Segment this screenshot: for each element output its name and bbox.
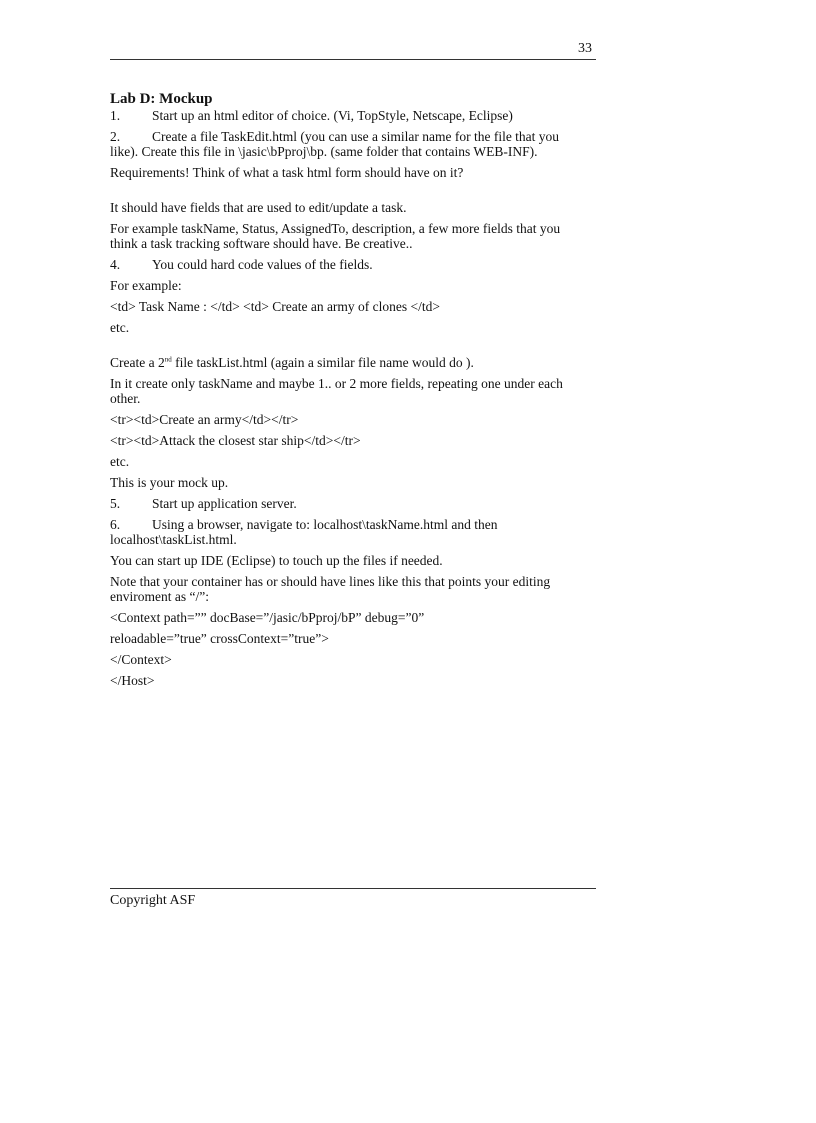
step-6: 6. Using a browser, navigate to: localhost\taskName.html and then localhost\taskList.html. <box>110 517 498 547</box>
step-5: 5. Start up application server. <box>110 496 297 511</box>
list-instructions: In it create only taskName and maybe 1.. or 2 more fields, repeating one under each other. <box>110 376 563 406</box>
ide-text: You can start up IDE (Eclipse) to touch up the files if needed. <box>110 553 443 568</box>
fields-example: For example taskName, Status, AssignedTo, description, a few more fields that you think a task tracking software should have. Be creative.. <box>110 221 561 251</box>
lab-content <box>110 90 596 694</box>
td-code-example: <td> Task Name : </td> <td> Create an army of clones </td> <box>110 299 441 314</box>
reloadable-code: reloadable=”true” crossContext=”true”> <box>110 631 329 646</box>
footer-rule <box>110 888 596 889</box>
etc-text-2: etc. <box>110 454 130 469</box>
container-note: Note that your container has or should have lines like this that points your editing enviroment as “/”: <box>110 574 551 604</box>
context-code: <Context path=”” docBase=”/jasic/bPproj/bP” debug=”0” <box>110 610 425 625</box>
close-host-code: </Host> <box>110 673 155 688</box>
step-4: 4. You could hard code values of the fields. <box>110 257 373 272</box>
requirements-text: Requirements! Think of what a task html form should have on it? <box>110 165 464 180</box>
fields-intro: It should have fields that are used to edit/update a task. <box>110 200 407 215</box>
page-number: 33 <box>578 41 592 56</box>
etc-text: etc. <box>110 320 130 335</box>
lab-title: Lab D: Mockup <box>110 91 213 107</box>
for-example-label: For example: <box>110 278 182 293</box>
close-context-code: </Context> <box>110 652 172 667</box>
tr-code-1: <tr><td>Create an army</td></tr> <box>110 412 299 427</box>
header-rule <box>110 59 596 60</box>
step-2: 2. Create a file TaskEdit.html (you can use a similar name for the file that you like). Create this file in \jasic\bPproj\bp. (same folder that contains WEB-INF). <box>110 129 560 159</box>
mockup-text: This is your mock up. <box>110 475 229 490</box>
step-1: 1. Start up an html editor of choice. (Vi, TopStyle, Netscape, Eclipse) <box>110 108 513 123</box>
tr-code-2: <tr><td>Attack the closest star ship</td></tr> <box>110 433 361 448</box>
create-second-file: Create a 2nd file taskList.html (again a similar file name would do ). <box>110 355 474 370</box>
copyright-footer: Copyright ASF <box>110 893 196 908</box>
